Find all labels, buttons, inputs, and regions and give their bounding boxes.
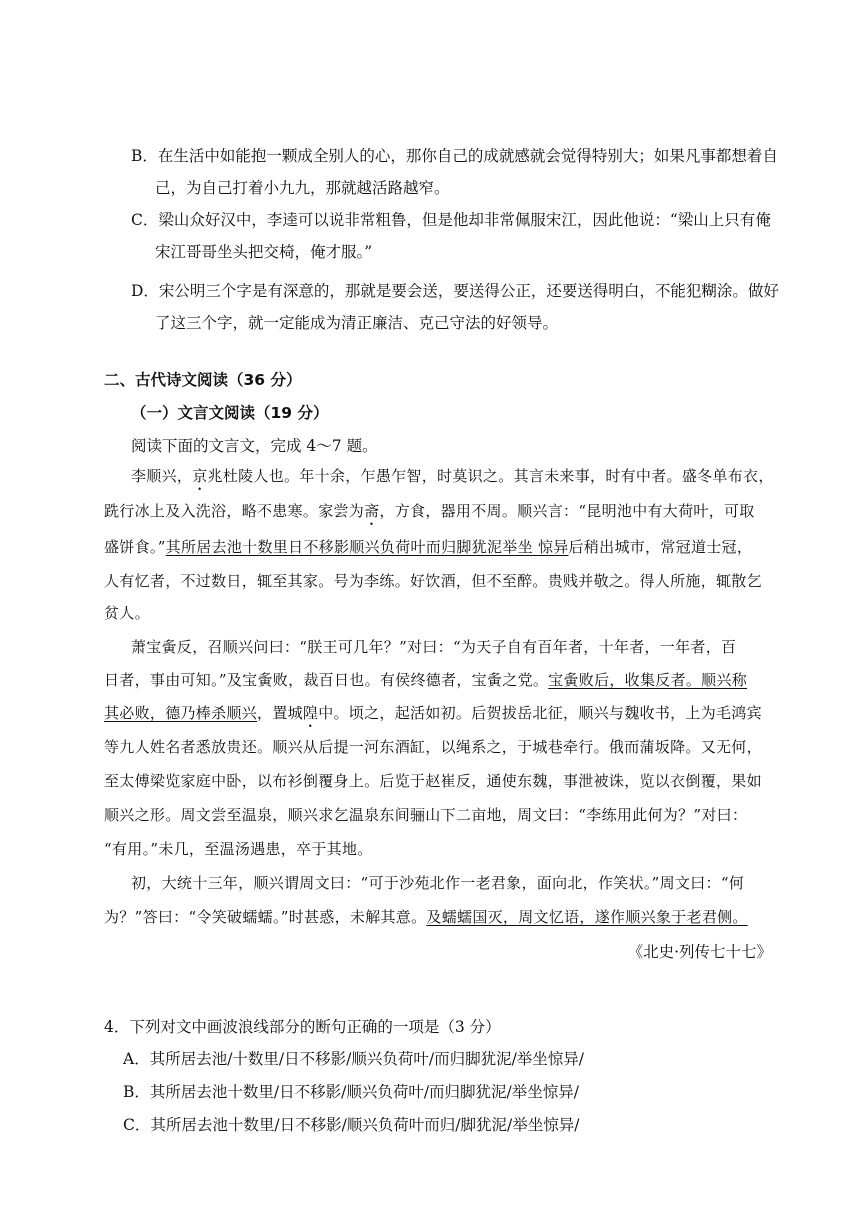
- text-run: 中。顷之，起活如初。后贺拔岳北征，顺兴与魏收书，上为毛鸿宾: [318, 704, 762, 722]
- question-4-option-c: C．其所居去池十数里/日不移影/顺兴负荷叶而归/脚犹泥/举坐惊异/: [123, 1116, 580, 1134]
- underlined-sentence: 其必败，德乃棒杀顺兴: [104, 704, 258, 722]
- passage-p1-line5: 贫人。: [104, 604, 150, 622]
- dotted-char: 斋: [364, 502, 380, 520]
- wavy-underlined-sentence: 其所居去池十数里日不移影顺兴负荷叶而归脚犹泥举坐 惊异: [165, 538, 569, 556]
- passage-p2-line6: 顺兴之形。周文尝至温泉，顺兴求乞温泉东间骊山下二亩地，周文曰：“李练用此何为？”对曰：: [104, 806, 748, 824]
- underlined-sentence: 及蠕蠕国灭，周文忆语，遂作顺兴象于老君侧。: [426, 908, 748, 926]
- question-4-stem: 4．下列对文中画波浪线部分的断句正确的一项是（3 分）: [104, 1018, 501, 1036]
- option-d-line2: 了这三个字，就一定能成为清正廉洁、克己守法的好领导。: [155, 314, 559, 332]
- passage-p2-line7: “有用。”未几，至温汤遇患，卒于其地。: [104, 840, 373, 858]
- text-run: 李顺兴，: [131, 467, 193, 485]
- passage-p1-line1: [131, 466, 774, 494]
- question-4-option-a: A．其所居去池/十数里/日不移影/顺兴负荷叶/而归脚犹泥/举坐惊异/: [123, 1050, 585, 1068]
- option-b-line1: B．在生活中如能抱一颗成全别人的心，那你自己的成就感就会觉得特别大；如果凡事都想着自: [131, 147, 778, 165]
- passage-p1-line2: [104, 501, 755, 529]
- section-heading: 二、古代诗文阅读（36 分）: [104, 371, 302, 389]
- underlined-sentence: 宝夤败后，收集反者。顺兴称: [548, 671, 748, 689]
- passage-source: 《北史·列传七十七》: [627, 943, 772, 961]
- option-c-line2: 宋江哥哥坐头把交椅，俺才服。”: [155, 243, 373, 261]
- passage-p3-line1: 初，大统十三年，顺兴谓周文曰：“可于沙苑北作一老君象，面向北，作笑状。”周文曰：“何: [131, 874, 745, 892]
- option-b-line2: 己，为自己打着小九九，那就越活路越窄。: [155, 179, 450, 197]
- passage-p2-line4: 等九人姓名者悉放贵还。顺兴从后提一河东酒缸，以绳系之，于城巷牵行。俄而蒲坂降。又无何，: [104, 738, 762, 756]
- option-c-line1: C．梁山众好汉中，李逵可以说非常粗鲁，但是他却非常佩服宋江，因此他说：“梁山上只有俺: [131, 211, 771, 229]
- passage-p2-line3: [104, 703, 762, 731]
- passage-p3-line2: [104, 907, 748, 927]
- question-4-option-b: B．其所居去池十数里/日不移影/顺兴负荷叶/而归脚犹泥/举坐惊异/: [123, 1083, 580, 1101]
- text-run: ，方食，器用不周。顺兴言：“昆明池中有大荷叶，可取: [379, 502, 755, 520]
- instruction: 阅读下面的文言文，完成 4～7 题。: [131, 437, 378, 455]
- passage-p2-line1: 萧宝夤反，召顺兴问曰：“朕王可几年？”对曰：“为天子自有百年者，十年者，一年者，百: [131, 638, 737, 656]
- text-run: 日者，事由可知。”及宝夤败，裁百日也。有侯终德者，宝夤之党。: [104, 671, 549, 689]
- passage-p1-line3: [104, 537, 752, 557]
- passage-p1-line4: 人有忆者，不过数日，辄至其家。号为李练。好饮酒，但不至醉。贵贱并敬之。得人所施，辄散乞: [104, 572, 762, 590]
- dotted-char: 隍: [302, 704, 319, 722]
- text-run: ，置城: [257, 704, 303, 722]
- text-run: 为？”答曰：“令笑破蠕蠕。”时甚惑，未解其意。: [104, 908, 427, 926]
- dotted-char: 京: [192, 467, 208, 485]
- text-run: 盛饼食。”: [104, 538, 166, 556]
- option-d-line1: D．宋公明三个字是有深意的，那就是要会送，要送得公正，还要送得明白，不能犯糊涂。做好: [131, 282, 779, 300]
- sub-heading: （一）文言文阅读（19 分）: [131, 404, 329, 422]
- passage-p2-line5: 至太傅梁览家庭中卧，以布衫倒覆身上。后览于赵崔反，通使东魏，事泄被诛，览以衣倒覆，果如: [104, 772, 762, 790]
- text-run: 跣行冰上及入洗浴，略不患寒。家尝为: [104, 502, 365, 520]
- passage-p2-line2: [104, 670, 747, 690]
- text-run: 后稍出城市，常冠道士冠，: [568, 538, 753, 556]
- text-run: 兆杜陵人也。年十余，乍愚乍智，时莫识之。其言未来事，时有中者。盛冬单布衣，: [207, 467, 774, 485]
